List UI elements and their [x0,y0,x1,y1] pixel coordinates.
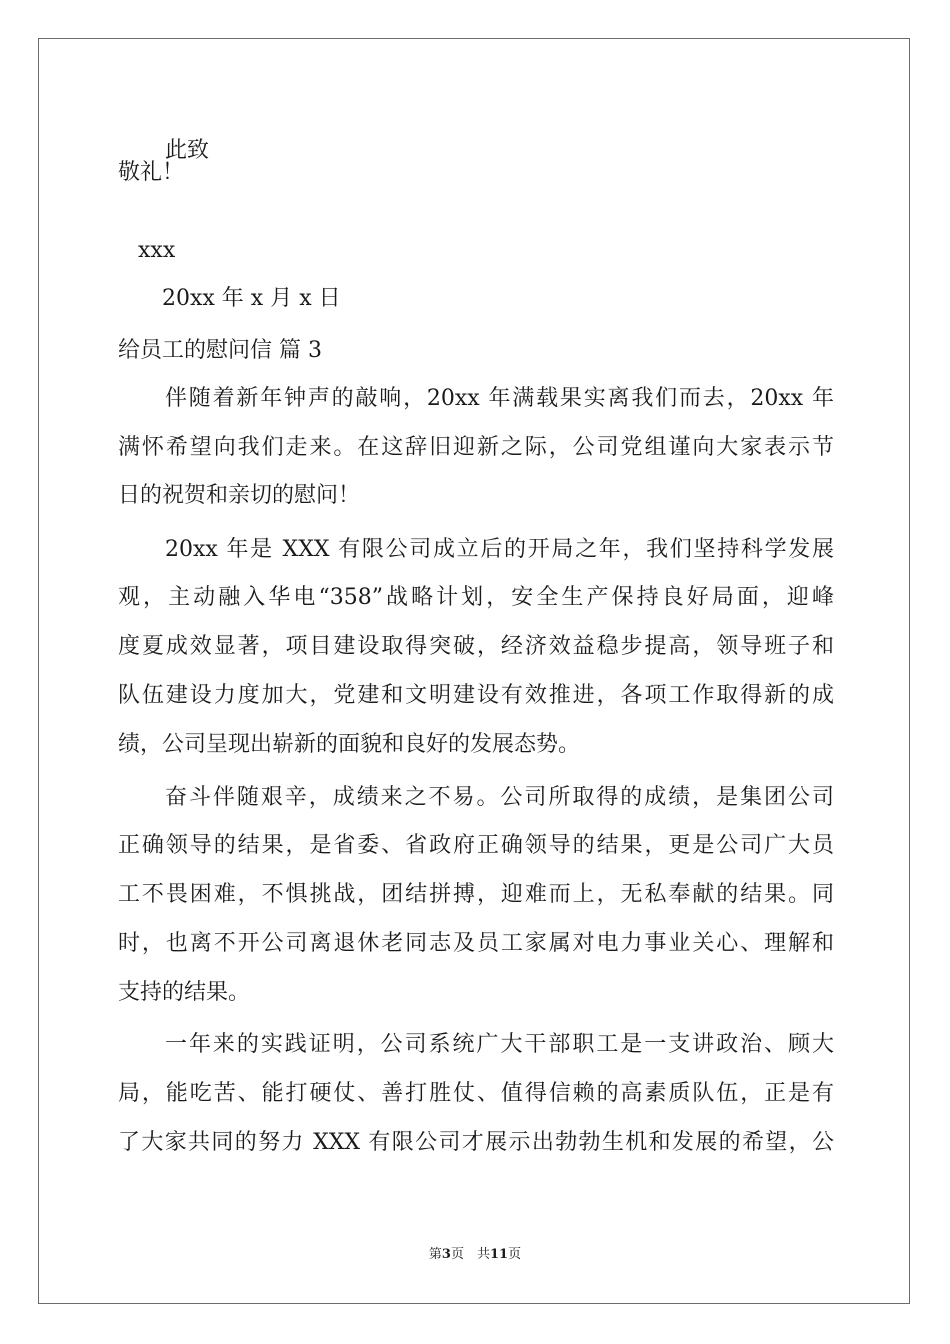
paragraph-line: 度夏成效显著，项目建设取得突破，经济效益稳步提高，领导班子和 [118,634,834,659]
footer-page-prefix: 第 [428,1247,442,1262]
footer-page-suffix: 页 [508,1247,522,1262]
sender-name: xxx [138,238,176,263]
letter-date: 20xx 年 x 月 x 日 [162,286,341,311]
salutation-line-2: 敬礼！ [118,160,185,185]
paragraph-line: 绩，公司呈现出崭新的面貌和良好的发展态势。 [118,732,581,757]
paragraph-line: 20xx 年是 XXX 有限公司成立后的开局之年，我们坚持科学发展 [165,537,834,562]
paragraph-line: 伴随着新年钟声的敲响，20xx 年满载果实离我们而去，20xx 年 [165,386,834,411]
paragraph-line: 工不畏困难，不惧挑战，团结拼搏，迎难而上，无私奉献的结果。同 [118,882,834,907]
footer-page-mid: 页 共 [450,1247,490,1262]
footer-page-total: 11 [489,1247,509,1262]
paragraph-line: 局，能吃苦、能打硬仗、善打胜仗、值得信赖的高素质队伍，正是有 [118,1081,834,1106]
page-footer [0,1246,950,1264]
paragraph-line: 一年来的实践证明，公司系统广大干部职工是一支讲政治、顾大 [165,1032,834,1057]
paragraph-line: 满怀希望向我们走来。在这辞旧迎新之际，公司党组谨向大家表示节 [118,435,834,460]
paragraph-line: 时，也离不开公司离退休老同志及员工家属对电力事业关心、理解和 [118,931,834,956]
salutation-line-1: 此致 [165,138,210,163]
footer-page-number: 3 [441,1247,451,1262]
paragraph-line: 了大家共同的努力 XXX 有限公司才展示出勃勃生机和发展的希望，公 [118,1130,834,1155]
paragraph-line: 观，主动融入华电“358”战略计划，安全生产保持良好局面，迎峰 [118,585,834,610]
paragraph-line: 日的祝贺和亲切的慰问！ [118,483,361,508]
paragraph-line: 支持的结果。 [118,980,251,1005]
paragraph-line: 正确领导的结果，是省委、省政府正确领导的结果，更是公司广大员 [118,833,834,858]
page-border [38,38,910,1304]
section-title: 给员工的慰问信 篇 3 [118,338,322,363]
paragraph-line: 队伍建设力度加大，党建和文明建设有效推进，各项工作取得新的成 [118,683,834,708]
paragraph-line: 奋斗伴随艰辛，成绩来之不易。公司所取得的成绩，是集团公司 [165,785,834,810]
